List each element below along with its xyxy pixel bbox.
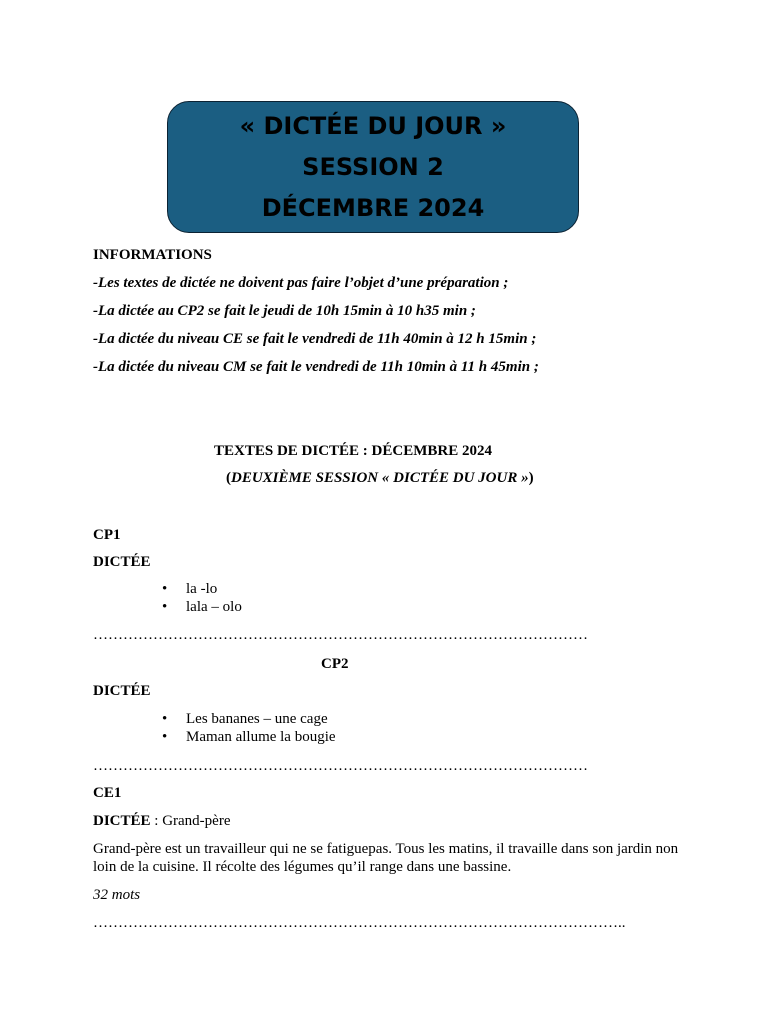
- subtitle-text: DEUXIÈME SESSION « DICTÉE DU JOUR »: [231, 470, 529, 486]
- cp2-word-list: [162, 710, 336, 746]
- texts-subtitle: [226, 469, 534, 487]
- ce1-dictee-label: DICTÉE: [93, 813, 151, 829]
- separator: ………………………………………………………………………………………: [93, 627, 588, 643]
- ce1-dictee-subject: : Grand-père: [150, 813, 231, 829]
- ce1-dictee-title: [93, 812, 231, 830]
- banner-title-line: « DICTÉE DU JOUR »: [239, 111, 507, 140]
- cp1-heading: CP1: [93, 527, 121, 543]
- informations-heading: INFORMATIONS: [93, 247, 212, 263]
- list-item: • lala – olo: [162, 598, 242, 616]
- texts-title: TEXTES DE DICTÉE : DÉCEMBRE 2024: [214, 443, 492, 459]
- cp1-dictee-label: DICTÉE: [93, 554, 151, 570]
- separator: ……………………………………………………………………………………………..: [93, 915, 626, 931]
- cp2-dictee-label: DICTÉE: [93, 683, 151, 699]
- cp1-word-list: [162, 580, 242, 616]
- subtitle-paren-close: ): [528, 470, 534, 486]
- title-banner: [167, 101, 579, 233]
- banner-date-line: DÉCEMBRE 2024: [261, 193, 485, 222]
- separator: ………………………………………………………………………………………: [93, 758, 588, 774]
- info-item: -La dictée du niveau CM se fait le vendredi de 11h 10min à 11 h 45min ;: [93, 359, 539, 375]
- ce1-heading: CE1: [93, 785, 122, 801]
- banner-session-line: SESSION 2: [302, 152, 444, 181]
- info-item: -La dictée au CP2 se fait le jeudi de 10h 15min à 10 h35 min ;: [93, 303, 476, 319]
- info-item: -Les textes de dictée ne doivent pas faire l’objet d’une préparation ;: [93, 275, 509, 291]
- subtitle-paren-open: (: [226, 470, 231, 486]
- list-item: • Maman allume la bougie: [162, 728, 336, 746]
- ce1-word-count: 32 mots: [93, 887, 141, 903]
- cp2-heading: CP2: [321, 656, 349, 672]
- list-item: • Les bananes – une cage: [162, 710, 336, 728]
- info-item: -La dictée du niveau CE se fait le vendredi de 11h 40min à 12 h 15min ;: [93, 331, 537, 347]
- ce1-dictation-text: Grand-père est un travailleur qui ne se fatiguepas. Tous les matins, il travaille dans son jardin non loin de la cuisine. Il récolte des légumes qu’il range dans une bassine.: [93, 841, 679, 875]
- list-item: • la -lo: [162, 580, 242, 598]
